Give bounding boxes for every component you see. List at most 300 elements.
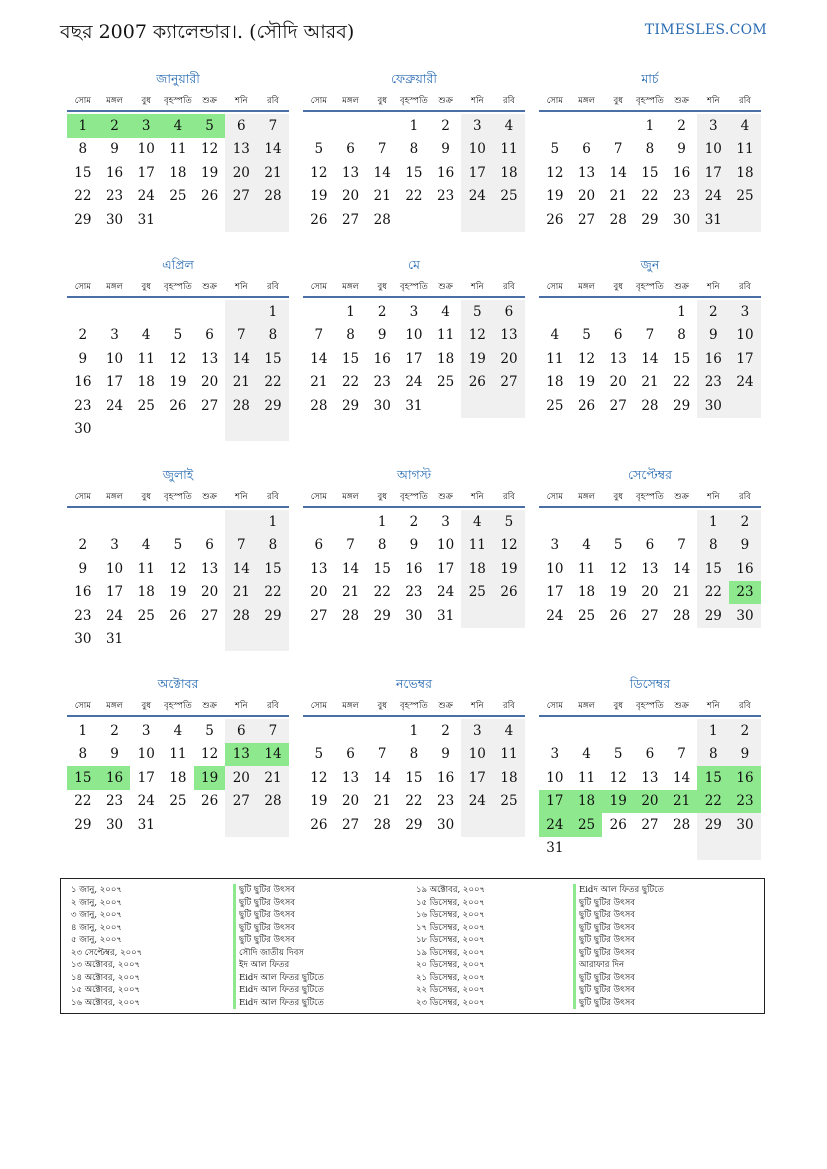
day-cell[interactable]: 9	[110, 141, 119, 158]
day-cell[interactable]: 30	[697, 394, 729, 418]
day-cell[interactable]: 2	[78, 327, 88, 344]
day-cell[interactable]: 12	[609, 560, 627, 577]
day-cell[interactable]: 12	[310, 164, 328, 181]
day-cell[interactable]: 22	[673, 374, 691, 391]
day-cell[interactable]: 22	[697, 581, 729, 605]
day-cell[interactable]: 28	[257, 185, 289, 209]
day-cell[interactable]: 13	[201, 350, 219, 367]
day-cell[interactable]: 22	[641, 188, 659, 205]
day-cell[interactable]: 19	[609, 584, 627, 601]
day-cell[interactable]: 30	[729, 813, 761, 837]
day-cell[interactable]: 2	[729, 510, 761, 534]
day-cell[interactable]: 11	[137, 560, 155, 577]
day-cell[interactable]: 1	[346, 303, 355, 320]
day-cell[interactable]: 25	[493, 185, 525, 209]
day-cell[interactable]: 12	[169, 350, 187, 367]
day-cell[interactable]: 6	[205, 327, 214, 344]
day-cell[interactable]: 26	[310, 816, 328, 833]
day-cell[interactable]: 5	[550, 141, 560, 158]
day-cell[interactable]: 21	[257, 161, 289, 185]
day-cell[interactable]: 24	[729, 371, 761, 395]
day-cell[interactable]: 10	[546, 769, 564, 786]
day-cell[interactable]: 31	[137, 211, 155, 228]
day-cell[interactable]: 14	[673, 769, 691, 786]
day-cell[interactable]: 15	[405, 769, 423, 786]
day-cell[interactable]: 25	[493, 790, 525, 814]
day-cell[interactable]: 4	[582, 746, 591, 763]
day-cell[interactable]: 27	[641, 607, 659, 624]
day-cell[interactable]: 8	[346, 327, 355, 344]
day-cell[interactable]: 20	[577, 188, 596, 205]
day-cell[interactable]: 20	[493, 347, 525, 371]
day-cell[interactable]: 28	[673, 816, 691, 833]
day-cell[interactable]: 17	[137, 164, 155, 181]
day-cell[interactable]: 2	[377, 303, 387, 320]
day-cell[interactable]: 25	[461, 581, 493, 605]
day-cell[interactable]: 1	[78, 722, 88, 739]
day-cell[interactable]: 28	[641, 397, 659, 414]
day-cell[interactable]: 20	[609, 374, 627, 391]
day-cell[interactable]: 18	[461, 557, 493, 581]
day-cell[interactable]: 7	[613, 141, 623, 158]
day-cell[interactable]: 14	[341, 560, 360, 577]
day-cell[interactable]: 7	[225, 534, 257, 558]
day-cell[interactable]: 27	[225, 185, 257, 209]
day-cell[interactable]: 25	[169, 188, 187, 205]
day-cell[interactable]: 20	[634, 790, 666, 814]
day-cell[interactable]: 6	[493, 300, 525, 324]
day-cell[interactable]: 13	[225, 138, 257, 162]
day-cell[interactable]: 3	[441, 513, 450, 530]
day-cell[interactable]: 30	[673, 211, 691, 228]
day-cell[interactable]: 1	[257, 510, 289, 534]
day-cell[interactable]: 20	[341, 793, 360, 810]
day-cell[interactable]: 8	[409, 141, 419, 158]
day-cell[interactable]: 29	[74, 211, 92, 228]
day-cell[interactable]: 4	[582, 537, 591, 554]
day-cell[interactable]: 3	[409, 303, 419, 320]
day-cell[interactable]: 16	[729, 766, 761, 790]
day-cell[interactable]: 7	[346, 537, 355, 554]
day-cell[interactable]: 26	[461, 371, 493, 395]
day-cell[interactable]: 30	[105, 211, 124, 228]
day-cell[interactable]: 13	[609, 350, 627, 367]
day-cell[interactable]: 5	[173, 537, 183, 554]
day-cell[interactable]: 3	[697, 114, 729, 138]
day-cell[interactable]: 9	[441, 746, 450, 763]
day-cell[interactable]: 27	[310, 607, 328, 624]
day-cell[interactable]: 6	[582, 141, 591, 158]
day-cell[interactable]: 4	[729, 114, 761, 138]
day-cell[interactable]: 20	[341, 188, 360, 205]
day-cell[interactable]: 19	[169, 374, 187, 391]
day-cell[interactable]: 15	[257, 347, 289, 371]
day-cell[interactable]: 10	[137, 141, 155, 158]
day-cell[interactable]: 3	[550, 537, 560, 554]
day-cell[interactable]: 1	[409, 722, 419, 739]
day-cell[interactable]: 8	[697, 534, 729, 558]
day-cell[interactable]: 10	[437, 537, 455, 554]
day-cell[interactable]: 24	[697, 185, 729, 209]
day-cell[interactable]: 11	[493, 743, 525, 767]
day-cell[interactable]: 28	[609, 211, 627, 228]
day-cell[interactable]: 11	[137, 350, 155, 367]
day-cell[interactable]: 23	[729, 790, 761, 814]
day-cell[interactable]: 1	[67, 114, 99, 138]
day-cell[interactable]: 2	[441, 117, 450, 134]
day-cell[interactable]: 26	[169, 607, 187, 624]
day-cell[interactable]: 11	[169, 141, 187, 158]
day-cell[interactable]: 29	[373, 607, 391, 624]
day-cell[interactable]: 29	[673, 397, 691, 414]
day-cell[interactable]: 14	[225, 347, 257, 371]
day-cell[interactable]: 25	[546, 397, 564, 414]
day-cell[interactable]: 11	[577, 560, 596, 577]
day-cell[interactable]: 19	[310, 793, 328, 810]
day-cell[interactable]: 18	[169, 769, 187, 786]
day-cell[interactable]: 25	[577, 607, 596, 624]
day-cell[interactable]: 5	[461, 300, 493, 324]
day-cell[interactable]: 24	[546, 607, 564, 624]
day-cell[interactable]: 14	[373, 769, 391, 786]
day-cell[interactable]: 12	[461, 324, 493, 348]
day-cell[interactable]: 5	[173, 327, 183, 344]
day-cell[interactable]: 21	[225, 581, 257, 605]
day-cell[interactable]: 7	[314, 327, 324, 344]
day-cell[interactable]: 7	[645, 327, 655, 344]
day-cell[interactable]: 31	[697, 208, 729, 232]
day-cell[interactable]: 23	[697, 371, 729, 395]
day-cell[interactable]: 30	[373, 397, 391, 414]
day-cell[interactable]: 4	[493, 719, 525, 743]
day-cell[interactable]: 14	[310, 350, 328, 367]
day-cell[interactable]: 21	[641, 374, 659, 391]
day-cell[interactable]: 13	[641, 560, 659, 577]
day-cell[interactable]: 3	[550, 746, 560, 763]
day-cell[interactable]: 12	[310, 769, 328, 786]
day-cell[interactable]: 4	[441, 303, 450, 320]
day-cell[interactable]: 18	[493, 766, 525, 790]
day-cell[interactable]: 12	[493, 534, 525, 558]
day-cell[interactable]: 4	[141, 327, 151, 344]
day-cell[interactable]: 8	[78, 746, 88, 763]
day-cell[interactable]: 24	[105, 607, 124, 624]
day-cell[interactable]: 29	[641, 211, 659, 228]
day-cell[interactable]: 29	[697, 604, 729, 628]
day-cell[interactable]: 24	[137, 793, 155, 810]
day-cell[interactable]: 1	[645, 117, 655, 134]
day-cell[interactable]: 17	[697, 161, 729, 185]
day-cell[interactable]: 12	[201, 746, 219, 763]
day-cell[interactable]: 31	[405, 397, 423, 414]
day-cell[interactable]: 27	[493, 371, 525, 395]
day-cell[interactable]: 26	[310, 211, 328, 228]
day-cell[interactable]: 27	[577, 211, 596, 228]
day-cell[interactable]: 3	[729, 300, 761, 324]
day-cell[interactable]: 2	[99, 114, 131, 138]
day-cell[interactable]: 7	[225, 324, 257, 348]
day-cell[interactable]: 4	[141, 537, 151, 554]
day-cell[interactable]: 10	[546, 560, 564, 577]
day-cell[interactable]: 28	[673, 607, 691, 624]
day-cell[interactable]: 30	[74, 631, 92, 648]
day-cell[interactable]: 24	[539, 813, 571, 837]
day-cell[interactable]: 14	[225, 557, 257, 581]
day-cell[interactable]: 23	[105, 793, 124, 810]
day-cell[interactable]: 2	[78, 537, 88, 554]
day-cell[interactable]: 30	[405, 607, 423, 624]
day-cell[interactable]: 7	[377, 141, 387, 158]
day-cell[interactable]: 15	[641, 164, 659, 181]
day-cell[interactable]: 31	[105, 631, 124, 648]
day-cell[interactable]: 21	[310, 374, 328, 391]
day-cell[interactable]: 23	[74, 607, 92, 624]
day-cell[interactable]: 16	[99, 766, 131, 790]
day-cell[interactable]: 30	[437, 816, 455, 833]
day-cell[interactable]: 2	[697, 300, 729, 324]
day-cell[interactable]: 23	[729, 581, 761, 605]
day-cell[interactable]: 9	[78, 350, 88, 367]
day-cell[interactable]: 13	[225, 743, 257, 767]
day-cell[interactable]: 2	[409, 513, 419, 530]
day-cell[interactable]: 8	[697, 743, 729, 767]
day-cell[interactable]: 6	[225, 719, 257, 743]
day-cell[interactable]: 19	[194, 766, 226, 790]
day-cell[interactable]: 23	[74, 397, 92, 414]
day-cell[interactable]: 7	[677, 537, 686, 554]
day-cell[interactable]: 1	[677, 303, 686, 320]
day-cell[interactable]: 6	[346, 746, 355, 763]
day-cell[interactable]: 27	[641, 816, 659, 833]
day-cell[interactable]: 15	[697, 766, 729, 790]
day-cell[interactable]: 12	[577, 350, 596, 367]
day-cell[interactable]: 6	[645, 746, 655, 763]
day-cell[interactable]: 22	[405, 188, 423, 205]
day-cell[interactable]: 16	[437, 769, 455, 786]
day-cell[interactable]: 25	[571, 813, 603, 837]
day-cell[interactable]: 13	[493, 324, 525, 348]
day-cell[interactable]: 14	[257, 743, 289, 767]
day-cell[interactable]: 15	[373, 560, 391, 577]
day-cell[interactable]: 28	[257, 790, 289, 814]
day-cell[interactable]: 27	[225, 790, 257, 814]
day-cell[interactable]: 9	[78, 560, 88, 577]
day-cell[interactable]: 15	[697, 557, 729, 581]
day-cell[interactable]: 16	[729, 557, 761, 581]
day-cell[interactable]: 10	[405, 327, 423, 344]
day-cell[interactable]: 20	[225, 766, 257, 790]
day-cell[interactable]: 24	[137, 188, 155, 205]
day-cell[interactable]: 23	[105, 188, 124, 205]
day-cell[interactable]: 17	[461, 161, 493, 185]
day-cell[interactable]: 11	[577, 769, 596, 786]
day-cell[interactable]: 27	[341, 816, 360, 833]
day-cell[interactable]: 24	[105, 397, 124, 414]
day-cell[interactable]: 5	[194, 114, 226, 138]
day-cell[interactable]: 10	[137, 746, 155, 763]
day-cell[interactable]: 13	[577, 164, 596, 181]
day-cell[interactable]: 25	[169, 793, 187, 810]
day-cell[interactable]: 24	[405, 374, 423, 391]
day-cell[interactable]: 5	[613, 746, 623, 763]
day-cell[interactable]: 30	[729, 604, 761, 628]
day-cell[interactable]: 18	[546, 374, 564, 391]
day-cell[interactable]: 15	[67, 766, 99, 790]
day-cell[interactable]: 27	[201, 397, 219, 414]
day-cell[interactable]: 18	[169, 164, 187, 181]
day-cell[interactable]: 1	[409, 117, 419, 134]
day-cell[interactable]: 11	[546, 350, 564, 367]
day-cell[interactable]: 10	[729, 324, 761, 348]
day-cell[interactable]: 6	[346, 141, 355, 158]
day-cell[interactable]: 16	[437, 164, 455, 181]
day-cell[interactable]: 5	[493, 510, 525, 534]
day-cell[interactable]: 26	[201, 188, 219, 205]
day-cell[interactable]: 14	[641, 350, 659, 367]
day-cell[interactable]: 16	[697, 347, 729, 371]
day-cell[interactable]: 22	[257, 371, 289, 395]
day-cell[interactable]: 26	[577, 397, 596, 414]
day-cell[interactable]: 13	[310, 560, 328, 577]
day-cell[interactable]: 7	[257, 114, 289, 138]
day-cell[interactable]: 1	[257, 300, 289, 324]
day-cell[interactable]: 10	[105, 350, 124, 367]
day-cell[interactable]: 17	[546, 584, 564, 601]
day-cell[interactable]: 5	[314, 141, 324, 158]
day-cell[interactable]: 5	[314, 746, 324, 763]
day-cell[interactable]: 25	[137, 397, 155, 414]
day-cell[interactable]: 28	[373, 816, 391, 833]
day-cell[interactable]: 21	[373, 188, 391, 205]
day-cell[interactable]: 25	[729, 185, 761, 209]
day-cell[interactable]: 26	[609, 816, 627, 833]
day-cell[interactable]: 11	[437, 327, 455, 344]
day-cell[interactable]: 21	[257, 766, 289, 790]
day-cell[interactable]: 23	[437, 188, 455, 205]
day-cell[interactable]: 10	[105, 560, 124, 577]
day-cell[interactable]: 13	[341, 164, 360, 181]
day-cell[interactable]: 16	[673, 164, 691, 181]
day-cell[interactable]: 20	[201, 374, 219, 391]
day-cell[interactable]: 29	[74, 816, 92, 833]
day-cell[interactable]: 15	[74, 164, 92, 181]
day-cell[interactable]: 9	[677, 141, 686, 158]
day-cell[interactable]: 17	[405, 350, 423, 367]
day-cell[interactable]: 4	[550, 327, 560, 344]
day-cell[interactable]: 9	[409, 537, 419, 554]
day-cell[interactable]: 25	[137, 607, 155, 624]
day-cell[interactable]: 11	[729, 138, 761, 162]
day-cell[interactable]: 31	[437, 607, 455, 624]
day-cell[interactable]: 4	[461, 510, 493, 534]
day-cell[interactable]: 30	[74, 421, 92, 438]
day-cell[interactable]: 7	[377, 746, 387, 763]
day-cell[interactable]: 10	[461, 743, 493, 767]
day-cell[interactable]: 13	[201, 560, 219, 577]
day-cell[interactable]: 3	[461, 719, 493, 743]
day-cell[interactable]: 3	[130, 114, 162, 138]
day-cell[interactable]: 29	[405, 816, 423, 833]
day-cell[interactable]: 18	[729, 161, 761, 185]
day-cell[interactable]: 17	[437, 560, 455, 577]
day-cell[interactable]: 25	[437, 374, 455, 391]
day-cell[interactable]: 22	[341, 374, 360, 391]
day-cell[interactable]: 21	[666, 790, 698, 814]
day-cell[interactable]: 24	[461, 790, 493, 814]
day-cell[interactable]: 19	[169, 584, 187, 601]
day-cell[interactable]: 9	[729, 743, 761, 767]
day-cell[interactable]: 22	[697, 790, 729, 814]
day-cell[interactable]: 9	[441, 141, 450, 158]
day-cell[interactable]: 20	[201, 584, 219, 601]
day-cell[interactable]: 5	[205, 722, 214, 739]
day-cell[interactable]: 19	[577, 374, 596, 391]
day-cell[interactable]: 28	[225, 394, 257, 418]
day-cell[interactable]: 1	[697, 510, 729, 534]
day-cell[interactable]: 19	[493, 557, 525, 581]
day-cell[interactable]: 12	[609, 769, 627, 786]
day-cell[interactable]: 28	[373, 211, 391, 228]
day-cell[interactable]: 28	[341, 607, 360, 624]
day-cell[interactable]: 8	[677, 327, 686, 344]
day-cell[interactable]: 22	[373, 584, 391, 601]
day-cell[interactable]: 9	[729, 534, 761, 558]
day-cell[interactable]: 15	[257, 557, 289, 581]
day-cell[interactable]: 17	[461, 766, 493, 790]
day-cell[interactable]: 27	[201, 607, 219, 624]
day-cell[interactable]: 29	[341, 397, 360, 414]
day-cell[interactable]: 9	[110, 746, 119, 763]
day-cell[interactable]: 18	[493, 161, 525, 185]
site-logo-link[interactable]: TIMESLES.COM	[644, 22, 767, 38]
day-cell[interactable]: 6	[613, 327, 623, 344]
day-cell[interactable]: 21	[673, 584, 691, 601]
day-cell[interactable]: 26	[201, 793, 219, 810]
day-cell[interactable]: 29	[257, 394, 289, 418]
day-cell[interactable]: 30	[105, 816, 124, 833]
day-cell[interactable]: 10	[461, 138, 493, 162]
day-cell[interactable]: 23	[405, 584, 423, 601]
day-cell[interactable]: 12	[201, 141, 219, 158]
day-cell[interactable]: 4	[173, 722, 183, 739]
day-cell[interactable]: 3	[141, 722, 151, 739]
day-cell[interactable]: 4	[493, 114, 525, 138]
day-cell[interactable]: 15	[341, 350, 360, 367]
day-cell[interactable]: 17	[105, 374, 124, 391]
day-cell[interactable]: 24	[437, 584, 455, 601]
day-cell[interactable]: 10	[697, 138, 729, 162]
day-cell[interactable]: 8	[257, 324, 289, 348]
day-cell[interactable]: 22	[405, 793, 423, 810]
day-cell[interactable]: 28	[225, 604, 257, 628]
day-cell[interactable]: 14	[257, 138, 289, 162]
day-cell[interactable]: 21	[609, 188, 627, 205]
day-cell[interactable]: 1	[377, 513, 387, 530]
day-cell[interactable]: 31	[137, 816, 155, 833]
day-cell[interactable]: 20	[310, 584, 328, 601]
day-cell[interactable]: 9	[377, 327, 387, 344]
day-cell[interactable]: 27	[341, 211, 360, 228]
day-cell[interactable]: 29	[697, 813, 729, 837]
day-cell[interactable]: 19	[602, 790, 634, 814]
day-cell[interactable]: 4	[162, 114, 194, 138]
day-cell[interactable]: 5	[613, 537, 623, 554]
day-cell[interactable]: 18	[137, 584, 155, 601]
day-cell[interactable]: 16	[405, 560, 423, 577]
day-cell[interactable]: 2	[729, 719, 761, 743]
day-cell[interactable]: 6	[225, 114, 257, 138]
day-cell[interactable]: 27	[609, 397, 627, 414]
